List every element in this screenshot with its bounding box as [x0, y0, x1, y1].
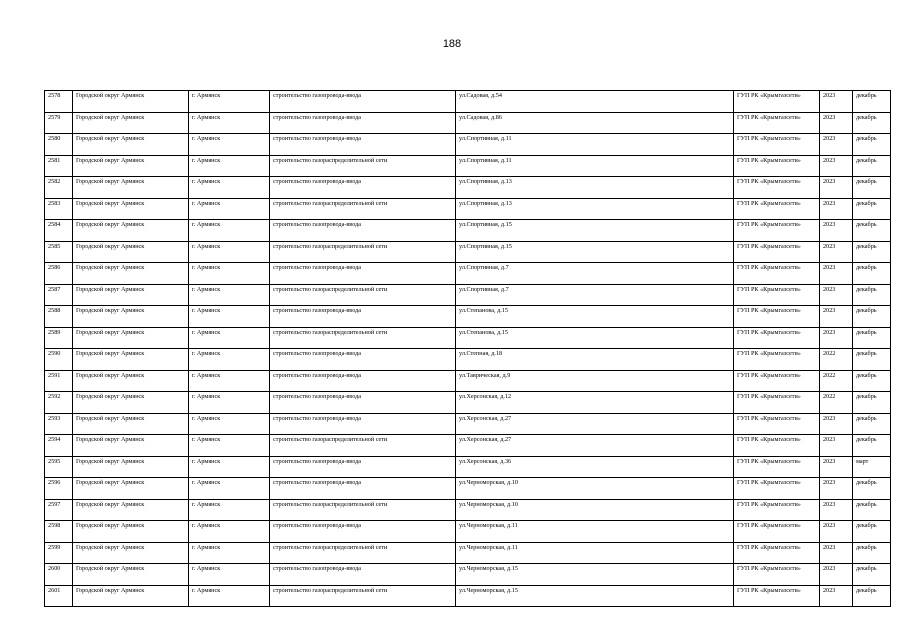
- cell-work-type: строительство газораспределительной сети: [270, 435, 456, 457]
- cell-month: декабрь: [853, 413, 891, 435]
- cell-district: Городской округ Армянск: [73, 155, 189, 177]
- cell-work-type: строительство газораспределительной сети: [270, 499, 456, 521]
- cell-address: ул.Херсонская, д.12: [456, 392, 734, 414]
- cell-year: 2023: [820, 521, 853, 543]
- cell-address: ул.Черноморская, д.15: [456, 585, 734, 607]
- cell-work-type: строительство газопровода-ввода: [270, 91, 456, 113]
- cell-row-number: 2590: [45, 349, 73, 371]
- cell-row-number: 2593: [45, 413, 73, 435]
- table-row: [45, 112, 891, 134]
- cell-work-type: строительство газопровода-ввода: [270, 306, 456, 328]
- cell-organization: ГУП РК «Крымгазсети»: [734, 413, 820, 435]
- cell-address: ул.Спортивная, д.11: [456, 134, 734, 156]
- table-row: [45, 370, 891, 392]
- cell-organization: ГУП РК «Крымгазсети»: [734, 155, 820, 177]
- cell-organization: ГУП РК «Крымгазсети»: [734, 521, 820, 543]
- cell-year: 2023: [820, 177, 853, 199]
- cell-year: 2023: [820, 478, 853, 500]
- cell-year: 2023: [820, 542, 853, 564]
- cell-organization: ГУП РК «Крымгазсети»: [734, 392, 820, 414]
- cell-city: г. Армянск: [189, 112, 270, 134]
- cell-year: 2023: [820, 564, 853, 586]
- cell-address: ул.Спортивная, д.15: [456, 241, 734, 263]
- cell-year: 2023: [820, 112, 853, 134]
- cell-year: 2023: [820, 284, 853, 306]
- cell-district: Городской округ Армянск: [73, 564, 189, 586]
- cell-work-type: строительство газопровода-ввода: [270, 478, 456, 500]
- cell-city: г. Армянск: [189, 155, 270, 177]
- cell-year: 2023: [820, 456, 853, 478]
- cell-city: г. Армянск: [189, 392, 270, 414]
- cell-month: декабрь: [853, 134, 891, 156]
- cell-address: ул.Степная, д.18: [456, 349, 734, 371]
- cell-city: г. Армянск: [189, 542, 270, 564]
- cell-district: Городской округ Армянск: [73, 478, 189, 500]
- cell-district: Городской округ Армянск: [73, 456, 189, 478]
- cell-organization: ГУП РК «Крымгазсети»: [734, 112, 820, 134]
- cell-district: Городской округ Армянск: [73, 521, 189, 543]
- cell-address: ул.Черноморская, д.10: [456, 499, 734, 521]
- table-row: [45, 585, 891, 607]
- cell-month: декабрь: [853, 91, 891, 113]
- table-row: [45, 198, 891, 220]
- cell-address: ул.Садовая, д.54: [456, 91, 734, 113]
- cell-work-type: строительство газопровода-ввода: [270, 220, 456, 242]
- cell-address: ул.Спортивная, д.13: [456, 177, 734, 199]
- cell-row-number: 2581: [45, 155, 73, 177]
- cell-row-number: 2585: [45, 241, 73, 263]
- cell-address: ул.Херсонская, д.36: [456, 456, 734, 478]
- cell-address: ул.Спортивная, д.7: [456, 263, 734, 285]
- cell-district: Городской округ Армянск: [73, 198, 189, 220]
- cell-year: 2023: [820, 198, 853, 220]
- cell-row-number: 2591: [45, 370, 73, 392]
- gasification-table: [44, 90, 891, 607]
- table-row: [45, 435, 891, 457]
- cell-work-type: строительство газопровода-ввода: [270, 134, 456, 156]
- cell-row-number: 2589: [45, 327, 73, 349]
- cell-organization: ГУП РК «Крымгазсети»: [734, 585, 820, 607]
- cell-month: декабрь: [853, 241, 891, 263]
- cell-organization: ГУП РК «Крымгазсети»: [734, 435, 820, 457]
- table-row: [45, 263, 891, 285]
- table-row: [45, 327, 891, 349]
- cell-row-number: 2583: [45, 198, 73, 220]
- cell-address: ул.Степанова, д.15: [456, 306, 734, 328]
- table-row: [45, 478, 891, 500]
- cell-work-type: строительство газопровода-ввода: [270, 177, 456, 199]
- cell-city: г. Армянск: [189, 370, 270, 392]
- cell-address: ул.Степанова, д.15: [456, 327, 734, 349]
- cell-row-number: 2601: [45, 585, 73, 607]
- cell-work-type: строительство газопровода-ввода: [270, 349, 456, 371]
- cell-district: Городской округ Армянск: [73, 91, 189, 113]
- cell-organization: ГУП РК «Крымгазсети»: [734, 177, 820, 199]
- cell-work-type: строительство газопровода-ввода: [270, 413, 456, 435]
- cell-year: 2022: [820, 349, 853, 371]
- table-row: [45, 456, 891, 478]
- cell-row-number: 2594: [45, 435, 73, 457]
- cell-organization: ГУП РК «Крымгазсети»: [734, 220, 820, 242]
- cell-month: декабрь: [853, 564, 891, 586]
- cell-row-number: 2578: [45, 91, 73, 113]
- cell-city: г. Армянск: [189, 263, 270, 285]
- cell-city: г. Армянск: [189, 284, 270, 306]
- cell-month: декабрь: [853, 521, 891, 543]
- table-row: [45, 220, 891, 242]
- cell-address: ул.Садовая, д.86: [456, 112, 734, 134]
- cell-month: декабрь: [853, 306, 891, 328]
- cell-work-type: строительство газопровода-ввода: [270, 521, 456, 543]
- cell-organization: ГУП РК «Крымгазсети»: [734, 370, 820, 392]
- cell-city: г. Армянск: [189, 349, 270, 371]
- cell-city: г. Армянск: [189, 177, 270, 199]
- cell-organization: ГУП РК «Крымгазсети»: [734, 306, 820, 328]
- cell-row-number: 2596: [45, 478, 73, 500]
- cell-district: Городской округ Армянск: [73, 284, 189, 306]
- cell-district: Городской округ Армянск: [73, 241, 189, 263]
- cell-city: г. Армянск: [189, 198, 270, 220]
- table-row: [45, 349, 891, 371]
- cell-row-number: 2580: [45, 134, 73, 156]
- cell-city: г. Армянск: [189, 456, 270, 478]
- cell-row-number: 2584: [45, 220, 73, 242]
- cell-city: г. Армянск: [189, 564, 270, 586]
- cell-work-type: строительство газораспределительной сети: [270, 542, 456, 564]
- cell-row-number: 2588: [45, 306, 73, 328]
- cell-row-number: 2598: [45, 521, 73, 543]
- table-row: [45, 155, 891, 177]
- cell-organization: ГУП РК «Крымгазсети»: [734, 327, 820, 349]
- cell-city: г. Армянск: [189, 134, 270, 156]
- cell-address: ул.Черноморская, д.10: [456, 478, 734, 500]
- cell-month: декабрь: [853, 198, 891, 220]
- cell-organization: ГУП РК «Крымгазсети»: [734, 91, 820, 113]
- table-row: [45, 241, 891, 263]
- cell-row-number: 2597: [45, 499, 73, 521]
- cell-city: г. Армянск: [189, 478, 270, 500]
- cell-month: декабрь: [853, 284, 891, 306]
- table-row: [45, 392, 891, 414]
- cell-district: Городской округ Армянск: [73, 542, 189, 564]
- cell-year: 2023: [820, 263, 853, 285]
- cell-district: Городской округ Армянск: [73, 134, 189, 156]
- cell-organization: ГУП РК «Крымгазсети»: [734, 456, 820, 478]
- cell-month: декабрь: [853, 327, 891, 349]
- cell-district: Городской округ Армянск: [73, 220, 189, 242]
- cell-month: декабрь: [853, 392, 891, 414]
- cell-city: г. Армянск: [189, 435, 270, 457]
- cell-organization: ГУП РК «Крымгазсети»: [734, 241, 820, 263]
- cell-address: ул.Спортивная, д.13: [456, 198, 734, 220]
- cell-year: 2023: [820, 220, 853, 242]
- cell-month: декабрь: [853, 435, 891, 457]
- cell-year: 2023: [820, 306, 853, 328]
- cell-month: март: [853, 456, 891, 478]
- cell-district: Городской округ Армянск: [73, 585, 189, 607]
- cell-month: декабрь: [853, 349, 891, 371]
- cell-year: 2023: [820, 413, 853, 435]
- cell-year: 2023: [820, 585, 853, 607]
- cell-district: Городской округ Армянск: [73, 413, 189, 435]
- cell-organization: ГУП РК «Крымгазсети»: [734, 349, 820, 371]
- cell-work-type: строительство газораспределительной сети: [270, 585, 456, 607]
- cell-address: ул.Спортивная, д.11: [456, 155, 734, 177]
- cell-organization: ГУП РК «Крымгазсети»: [734, 198, 820, 220]
- cell-work-type: строительство газопровода-ввода: [270, 370, 456, 392]
- cell-work-type: строительство газораспределительной сети: [270, 241, 456, 263]
- cell-district: Городской округ Армянск: [73, 306, 189, 328]
- cell-month: декабрь: [853, 177, 891, 199]
- cell-city: г. Армянск: [189, 241, 270, 263]
- cell-organization: ГУП РК «Крымгазсети»: [734, 564, 820, 586]
- cell-address: ул.Спортивная, д.15: [456, 220, 734, 242]
- cell-district: Городской округ Армянск: [73, 327, 189, 349]
- cell-organization: ГУП РК «Крымгазсети»: [734, 542, 820, 564]
- cell-address: ул.Херсонская, д.27: [456, 413, 734, 435]
- cell-work-type: строительство газопровода-ввода: [270, 112, 456, 134]
- cell-district: Городской округ Армянск: [73, 392, 189, 414]
- cell-work-type: строительство газопровода-ввода: [270, 456, 456, 478]
- cell-year: 2023: [820, 155, 853, 177]
- cell-address: ул.Спортивная, д.7: [456, 284, 734, 306]
- cell-district: Городской округ Армянск: [73, 435, 189, 457]
- cell-row-number: 2582: [45, 177, 73, 199]
- cell-work-type: строительство газопровода-ввода: [270, 564, 456, 586]
- page-number: 188: [442, 38, 462, 50]
- table-row: [45, 177, 891, 199]
- cell-month: декабрь: [853, 585, 891, 607]
- table-body: [45, 91, 891, 607]
- cell-city: г. Армянск: [189, 91, 270, 113]
- cell-address: ул.Черноморская, д.15: [456, 564, 734, 586]
- cell-row-number: 2592: [45, 392, 73, 414]
- cell-year: 2023: [820, 91, 853, 113]
- cell-organization: ГУП РК «Крымгазсети»: [734, 284, 820, 306]
- cell-district: Городской округ Армянск: [73, 499, 189, 521]
- cell-year: 2023: [820, 134, 853, 156]
- cell-row-number: 2586: [45, 263, 73, 285]
- cell-district: Городской округ Армянск: [73, 349, 189, 371]
- cell-year: 2023: [820, 499, 853, 521]
- table-row: [45, 134, 891, 156]
- cell-row-number: 2600: [45, 564, 73, 586]
- cell-city: г. Армянск: [189, 499, 270, 521]
- cell-address: ул.Черноморская, д.11: [456, 521, 734, 543]
- cell-work-type: строительство газопровода-ввода: [270, 392, 456, 414]
- table-row: [45, 91, 891, 113]
- cell-district: Городской округ Армянск: [73, 112, 189, 134]
- cell-work-type: строительство газораспределительной сети: [270, 284, 456, 306]
- table-row: [45, 413, 891, 435]
- cell-city: г. Армянск: [189, 413, 270, 435]
- cell-address: ул.Таврическая, д.9: [456, 370, 734, 392]
- table-row: [45, 564, 891, 586]
- cell-row-number: 2599: [45, 542, 73, 564]
- cell-month: декабрь: [853, 263, 891, 285]
- cell-city: г. Армянск: [189, 220, 270, 242]
- cell-month: декабрь: [853, 112, 891, 134]
- cell-month: декабрь: [853, 370, 891, 392]
- cell-district: Городской округ Армянск: [73, 370, 189, 392]
- cell-year: 2022: [820, 392, 853, 414]
- cell-district: Городской округ Армянск: [73, 263, 189, 285]
- cell-month: декабрь: [853, 478, 891, 500]
- cell-address: ул.Херсонская, д.27: [456, 435, 734, 457]
- cell-year: 2022: [820, 370, 853, 392]
- cell-work-type: строительство газораспределительной сети: [270, 155, 456, 177]
- cell-work-type: строительство газопровода-ввода: [270, 263, 456, 285]
- cell-address: ул.Черноморская, д.11: [456, 542, 734, 564]
- cell-month: декабрь: [853, 542, 891, 564]
- cell-city: г. Армянск: [189, 327, 270, 349]
- table-row: [45, 284, 891, 306]
- cell-organization: ГУП РК «Крымгазсети»: [734, 263, 820, 285]
- cell-month: декабрь: [853, 499, 891, 521]
- table-row: [45, 499, 891, 521]
- cell-work-type: строительство газораспределительной сети: [270, 327, 456, 349]
- cell-district: Городской округ Армянск: [73, 177, 189, 199]
- cell-row-number: 2587: [45, 284, 73, 306]
- cell-year: 2023: [820, 241, 853, 263]
- cell-row-number: 2579: [45, 112, 73, 134]
- cell-year: 2023: [820, 327, 853, 349]
- cell-month: декабрь: [853, 220, 891, 242]
- table-row: [45, 306, 891, 328]
- cell-city: г. Армянск: [189, 306, 270, 328]
- table-row: [45, 521, 891, 543]
- table-row: [45, 542, 891, 564]
- cell-organization: ГУП РК «Крымгазсети»: [734, 478, 820, 500]
- cell-organization: ГУП РК «Крымгазсети»: [734, 134, 820, 156]
- cell-month: декабрь: [853, 155, 891, 177]
- cell-year: 2023: [820, 435, 853, 457]
- cell-city: г. Армянск: [189, 585, 270, 607]
- cell-work-type: строительство газораспределительной сети: [270, 198, 456, 220]
- cell-organization: ГУП РК «Крымгазсети»: [734, 499, 820, 521]
- cell-city: г. Армянск: [189, 521, 270, 543]
- cell-row-number: 2595: [45, 456, 73, 478]
